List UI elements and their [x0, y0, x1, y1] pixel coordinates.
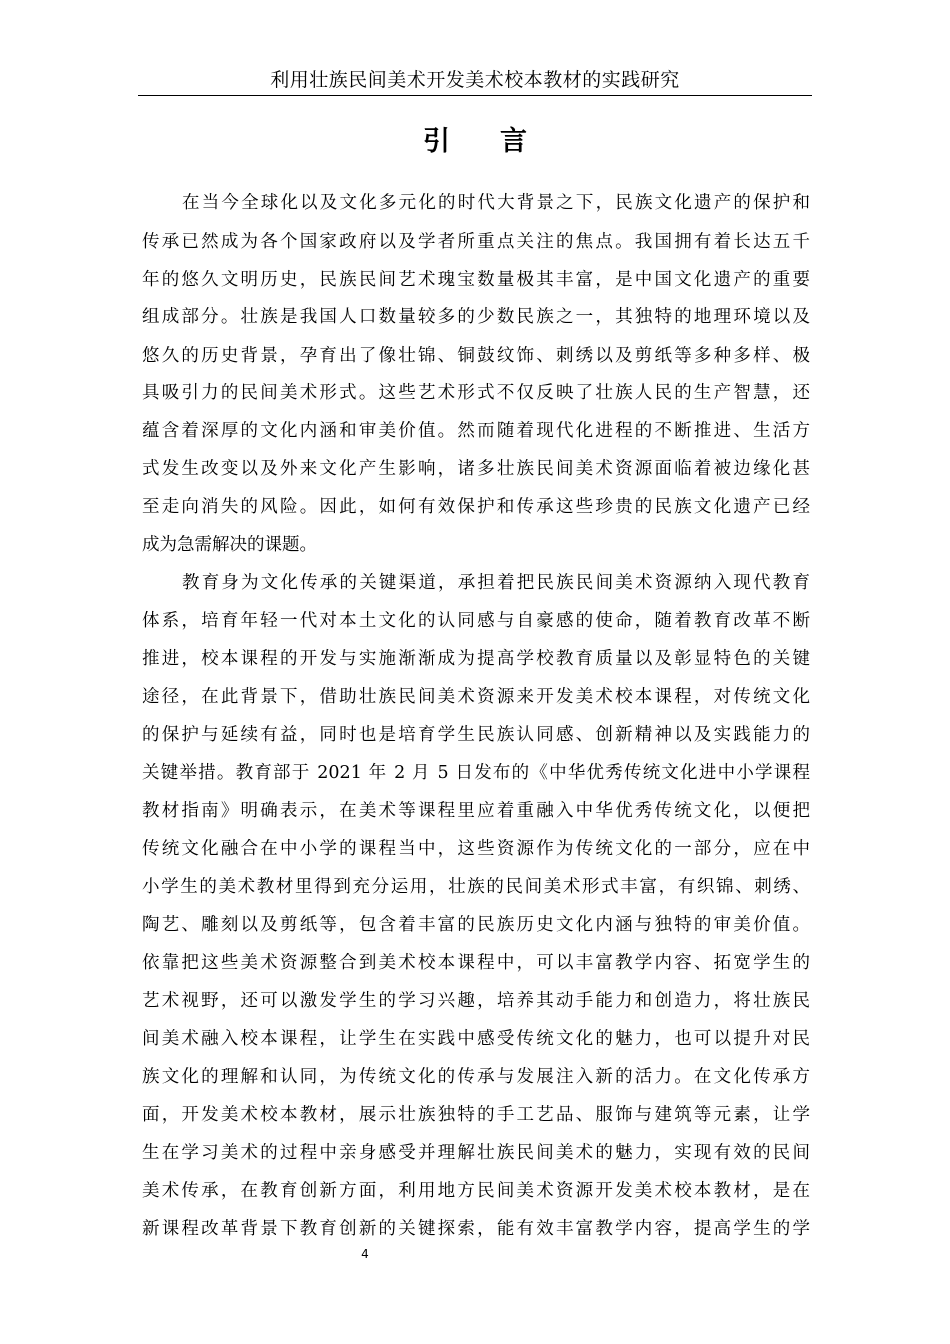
body-line: 面，开发美术校本教材，展示壮族独特的手工艺品、服饰与建筑等元素，让学	[142, 1105, 810, 1125]
body-line: 蕴含着深厚的文化内涵和审美价值。然而随着现代化进程的不断推进、生活方	[142, 421, 810, 441]
header-rule	[138, 95, 812, 96]
body-line: 关键举措。教育部于 2021 年 2 月 5 日发布的《中华优秀传统文化进中小学课程	[142, 763, 810, 783]
body-line: 体系，培育年轻一代对本土文化的认同感与自豪感的使命，随着教育改革不断	[142, 611, 810, 631]
body-line: 生在学习美术的过程中亲身感受并理解壮族民间美术的魅力，实现有效的民间	[142, 1143, 810, 1163]
body-line: 陶艺、雕刻以及剪纸等，包含着丰富的民族历史文化内涵与独特的审美价值。	[142, 915, 810, 935]
body-line: 年的悠久文明历史，民族民间艺术瑰宝数量极其丰富，是中国文化遗产的重要	[142, 270, 810, 290]
body-line: 途径，在此背景下，借助壮族民间美术资源来开发美术校本课程，对传统文化	[142, 687, 810, 707]
section-title	[138, 120, 812, 164]
body-line: 悠久的历史背景，孕育出了像壮锦、铜鼓纹饰、刺绣以及剪纸等多种多样、极	[142, 346, 810, 366]
body-line: 教育身为文化传承的关键渠道，承担着把民族民间美术资源纳入现代教育	[182, 573, 810, 593]
body-line: 的保护与延续有益，同时也是培育学生民族认同感、创新精神以及实践能力的	[142, 725, 810, 745]
body-line: 传统文化融合在中小学的课程当中，这些资源作为传统文化的一部分，应在中	[142, 839, 810, 859]
body-line: 美术传承，在教育创新方面，利用地方民间美术资源开发美术校本教材，是在	[142, 1181, 810, 1201]
running-header: 利用壮族民间美术开发美术校本教材的实践研究	[270, 69, 680, 91]
page-number: 4	[361, 1247, 369, 1261]
body-line: 教材指南》明确表示，在美术等课程里应着重融入中华优秀传统文化，以便把	[142, 801, 810, 821]
body-line: 成为急需解决的课题。	[142, 535, 317, 555]
body-line: 新课程改革背景下教育创新的关键探索，能有效丰富教学内容，提高学生的学	[142, 1219, 810, 1239]
body-line: 传承已然成为各个国家政府以及学者所重点关注的焦点。我国拥有着长达五千	[142, 232, 810, 252]
body-line: 组成部分。壮族是我国人口数量较多的少数民族之一，其独特的地理环境以及	[142, 307, 810, 327]
body-line: 具吸引力的民间美术形式。这些艺术形式不仅反映了壮族人民的生产智慧，还	[142, 383, 810, 403]
section-title-char: 引	[423, 126, 450, 157]
body-line: 小学生的美术教材里得到充分运用，壮族的民间美术形式丰富，有织锦、刺绣、	[142, 877, 810, 897]
body-line: 推进，校本课程的开发与实施渐渐成为提高学校教育质量以及彰显特色的关键	[142, 649, 810, 669]
body-line: 依靠把这些美术资源整合到美术校本课程中，可以丰富教学内容、拓宽学生的	[142, 953, 810, 973]
body-line: 在当今全球化以及文化多元化的时代大背景之下，民族文化遗产的保护和	[182, 193, 810, 213]
section-title-char: 言	[500, 126, 527, 157]
body-line: 至走向消失的风险。因此，如何有效保护和传承这些珍贵的民族文化遗产已经	[142, 497, 810, 517]
body-line: 间美术融入校本课程，让学生在实践中感受传统文化的魅力，也可以提升对民	[142, 1029, 810, 1049]
body-line: 艺术视野，还可以激发学生的学习兴趣，培养其动手能力和创造力，将壮族民	[142, 991, 810, 1011]
body-line: 族文化的理解和认同，为传统文化的传承与发展注入新的活力。在文化传承方	[142, 1067, 810, 1087]
body-line: 式发生改变以及外来文化产生影响，诸多壮族民间美术资源面临着被边缘化甚	[142, 459, 810, 479]
